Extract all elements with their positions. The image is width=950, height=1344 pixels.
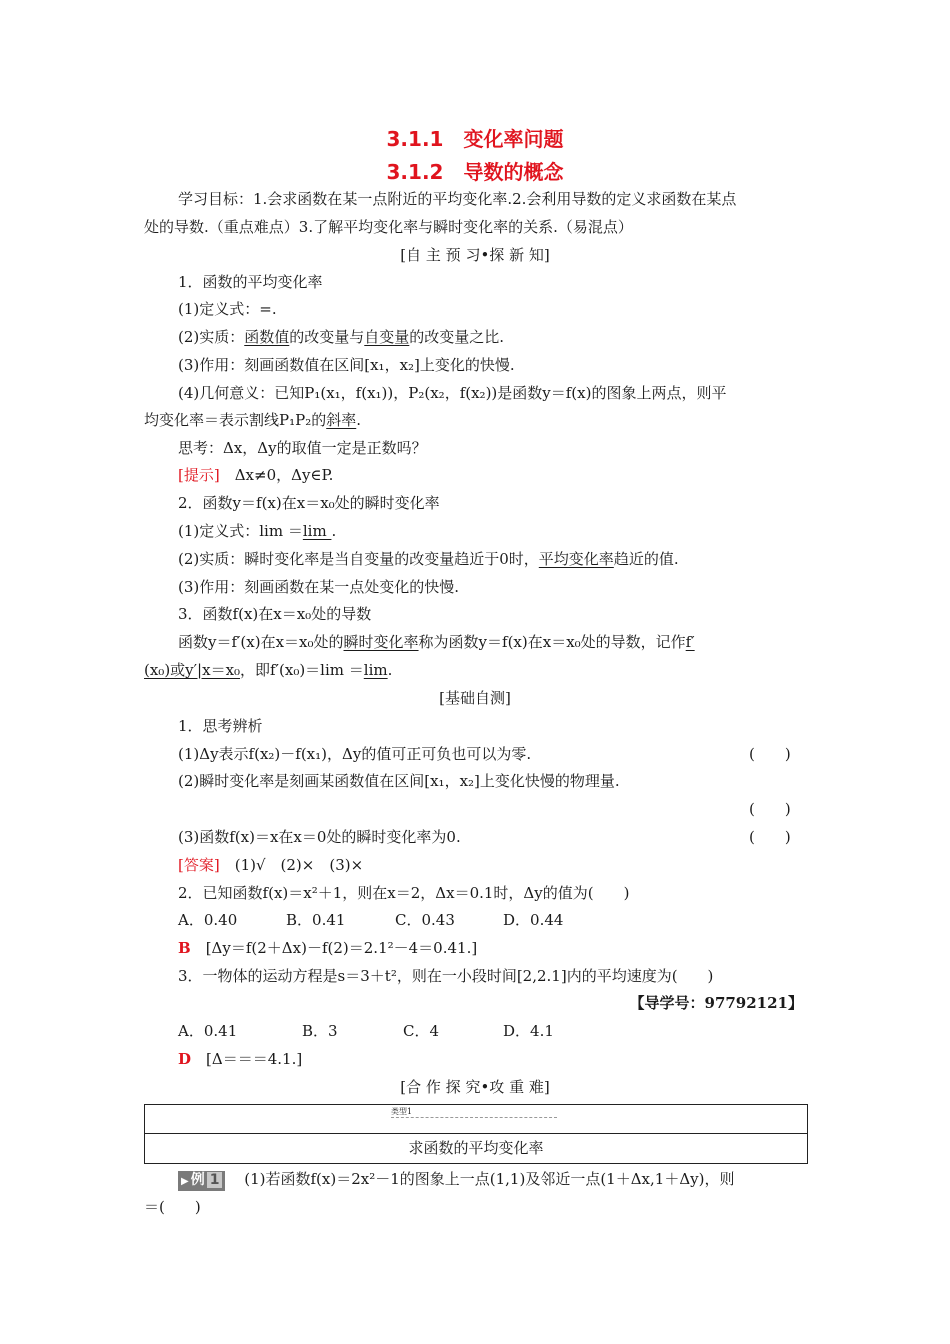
k1-use: (3)作用：刻画函数值在区间[x₁，x₂]上变化的快慢. [178,356,515,374]
section-heading-cooperative: [合 作 探 究•攻 重 难] [400,1078,550,1096]
test1-item-1: (1)Δy表示f(x₂)－f(x₁)，Δy的值可正可负也可以为零. [178,745,532,763]
answer-blank: ( ) [749,800,791,818]
k2-heading: 2．函数y＝f(x)在x＝x₀处的瞬时变化率 [178,494,440,512]
test3-answer: D [Δ＝＝＝4.1.] [178,1050,303,1068]
answer-blank: ( ) [749,745,791,763]
type-box-divider [145,1133,807,1134]
test2-answer: B [Δy＝f(2＋Δx)－f(2)＝2.1²－4＝0.41.] [178,939,478,957]
test3-question: 3．一物体的运动方程是s＝3＋t²，则在一小段时间[2,2.1]内的平均速度为( ) [178,967,714,985]
k1-essence: (2)实质：函数值的改变量与自变量的改变量之比. [178,328,505,346]
k3-line-2: (x₀)或y′|x＝x₀，即f′(x₀)＝lim ＝lim. [144,661,393,679]
test3-option-a: A．0.41 [178,1022,238,1040]
example-1-line-1: ▶ 例 1 (1)若函数f(x)＝2x²－1的图象上一点(1,1)及邻近一点(1＋Δx,1＋Δy)，则 [178,1169,734,1191]
example-badge: ▶ 例 1 [178,1171,225,1191]
k1-geometry-line-2: 均变化率＝表示割线P₁P₂的斜率. [144,411,362,429]
k1-heading: 1．函数的平均变化率 [178,273,323,291]
test1-item-3: (3)函数f(x)＝x在x＝0处的瞬时变化率为0. [178,828,461,846]
test2-option-d: D．0.44 [503,911,564,929]
type-box [144,1104,808,1164]
k3-line-1: 函数y＝f′(x)在x＝x₀处的瞬时变化率称为函数y＝f(x)在x＝x₀处的导数，记作f′ [178,633,695,651]
think-question: 思考：Δx，Δy的取值一定是正数吗？ [178,439,427,457]
title-3-1-2: 3.1.2 导数的概念 [386,160,564,184]
k2-essence: (2)实质：瞬时变化率是当自变量的改变量趋近于0时，平均变化率趋近的值. [178,550,679,568]
type-heading: 求函数的平均变化率 [408,1139,544,1157]
learning-objective-line-1: 学习目标：1.会求函数在某一点附近的平均变化率.2.会利用导数的定义求函数在某点 [178,190,737,208]
section-heading-basic-test: [基础自测] [439,689,511,707]
section-heading-preview: [自 主 预 习•探 新 知] [400,246,550,264]
k1-definition: (1)定义式：=. [178,300,277,318]
test2-question: 2．已知函数f(x)＝x²＋1，则在x＝2，Δx＝0.1时，Δy的值为( ) [178,884,630,902]
k3-heading: 3．函数f(x)在x＝x₀处的导数 [178,605,372,623]
guide-number: 【导学号：97792121】 [629,994,803,1012]
test3-option-c: C．4 [403,1022,440,1040]
hint-tag: [提示] [178,466,220,484]
test1-answer: [答案] (1)√ (2)× (3)× [178,856,364,874]
example-1-line-2: ＝( ) [144,1198,201,1216]
test1-heading: 1．思考辨析 [178,717,263,735]
k2-use: (3)作用：刻画函数在某一点处变化的快慢. [178,578,460,596]
test2-option-a: A．0.40 [178,911,238,929]
k1-geometry-line-1: (4)几何意义：已知P₁(x₁，f(x₁))，P₂(x₂，f(x₂))是函数y＝f(x)的图象上两点，则平 [178,384,727,402]
learning-objective-line-2: 处的导数.（重点难点）3.了解平均变化率与瞬时变化率的关系.（易混点） [144,218,633,236]
answer-tag: [答案] [178,856,220,874]
type-label: 类型1 [391,1107,557,1118]
test1-item-2: (2)瞬时变化率是刻画某函数值在区间[x₁，x₂]上变化快慢的物理量. [178,772,620,790]
test3-option-d: D．4.1 [503,1022,554,1040]
test3-option-b: B．3 [302,1022,338,1040]
test2-option-b: B．0.41 [286,911,346,929]
k2-definition: (1)定义式：lim ＝lim . [178,522,337,540]
title-3-1-1: 3.1.1 变化率问题 [386,127,564,151]
test2-option-c: C．0.43 [395,911,455,929]
answer-blank: ( ) [749,828,791,846]
think-answer: [提示] Δx≠0，Δy∈P. [178,466,334,484]
play-triangle-icon: ▶ [181,1176,189,1187]
